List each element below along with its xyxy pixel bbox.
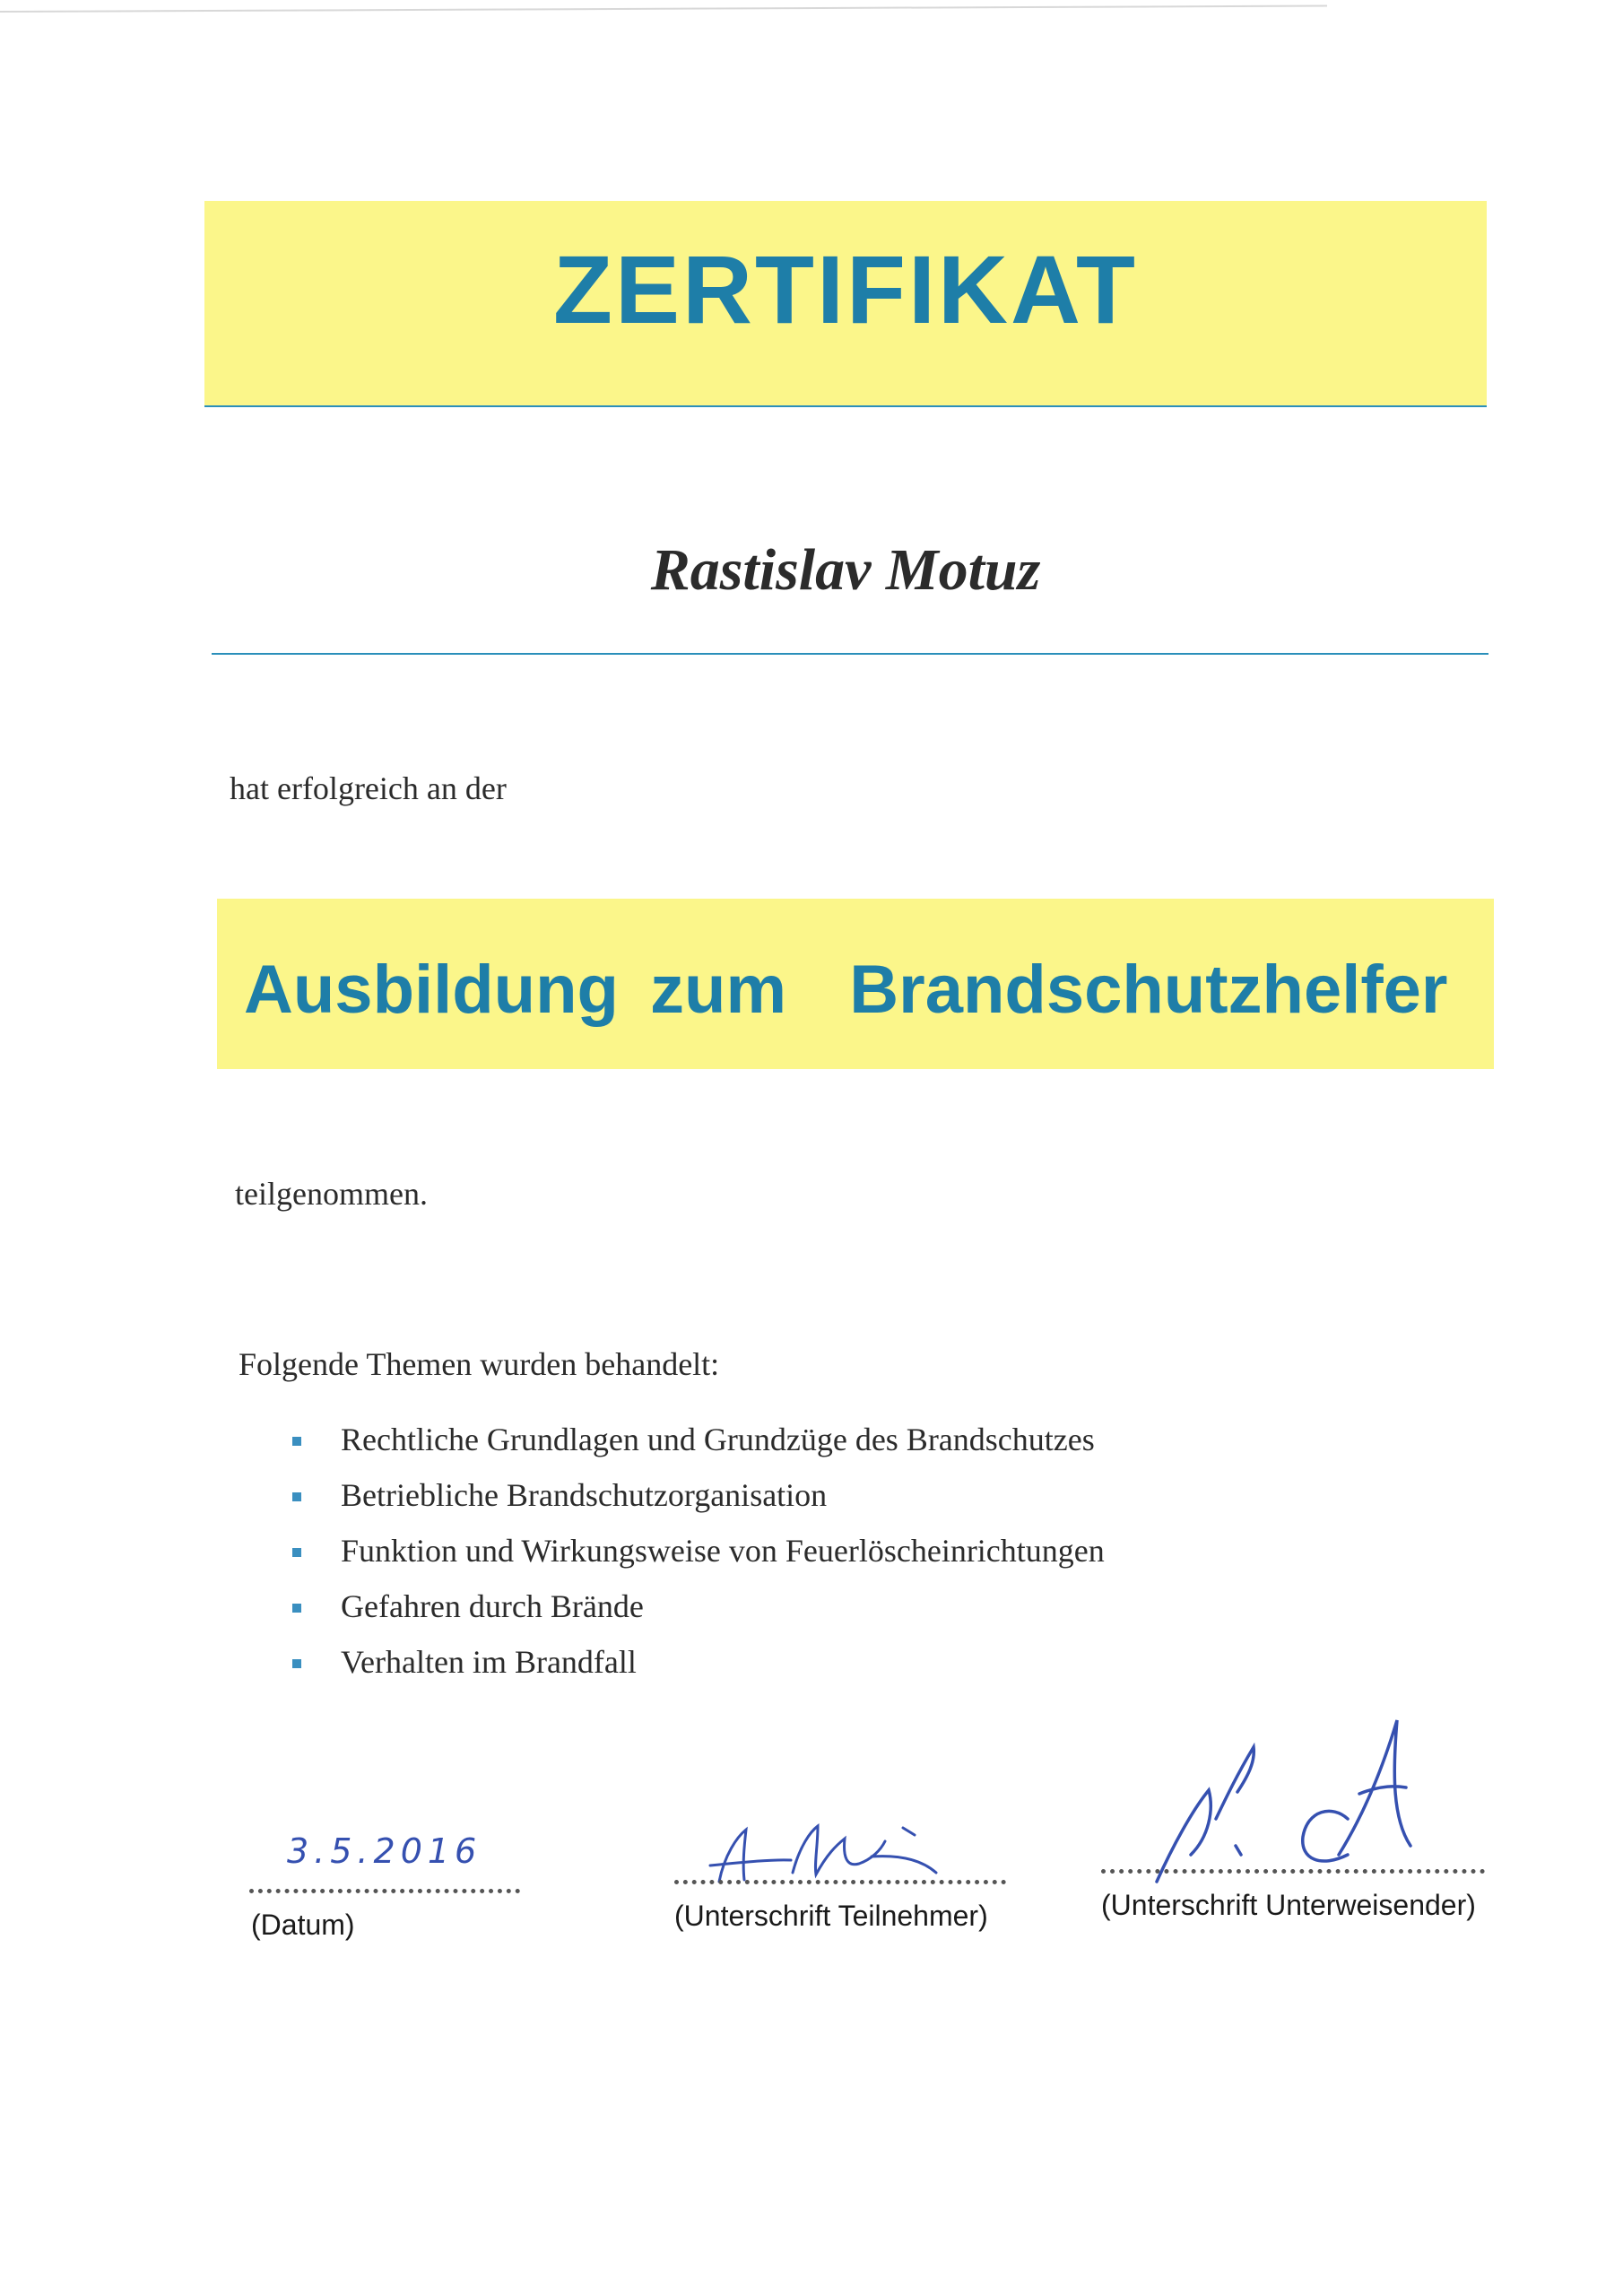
topics-heading: Folgende Themen wurden behandelt: xyxy=(239,1346,720,1382)
instructor-dotted-line xyxy=(1101,1869,1485,1874)
topic-item xyxy=(285,1587,1105,1643)
bullet-icon xyxy=(292,1492,301,1501)
instructor-signature-label: (Unterschrift Unterweisender) xyxy=(1101,1889,1476,1921)
topic-label: Gefahren durch Brände xyxy=(341,1588,644,1624)
topic-label: Verhalten im Brandfall xyxy=(341,1644,637,1680)
topic-item xyxy=(285,1421,1105,1476)
bullet-icon xyxy=(292,1604,301,1613)
title-divider xyxy=(204,405,1487,407)
participant-signature-icon xyxy=(692,1810,961,1891)
participant-dotted-line xyxy=(674,1880,1006,1884)
date-dotted-line xyxy=(249,1889,520,1893)
topic-item xyxy=(285,1476,1105,1532)
course-title: Ausbildung zum Brandschutzhelfer xyxy=(244,952,1448,1028)
date-value: 3.5.2016 xyxy=(287,1831,482,1871)
topic-label: Funktion und Wirkungsweise von Feuerlöscheinrichtungen xyxy=(341,1533,1105,1569)
topic-item xyxy=(285,1643,1105,1699)
bullet-icon xyxy=(292,1548,301,1557)
participant-name: Rastislav Motuz xyxy=(650,537,1041,603)
topic-label: Betriebliche Brandschutzorganisation xyxy=(341,1477,828,1513)
participant-signature-label: (Unterschrift Teilnehmer) xyxy=(674,1900,988,1932)
topic-label: Rechtliche Grundlagen und Grundzüge des Brandschutzes xyxy=(341,1422,1095,1457)
intro-text: hat erfolgreich an der xyxy=(230,770,507,806)
certificate-title: ZERTIFIKAT xyxy=(553,235,1138,344)
name-divider xyxy=(212,653,1488,655)
completion-text: teilgenommen. xyxy=(235,1176,428,1212)
scan-edge-line xyxy=(0,5,1327,13)
topic-item xyxy=(285,1532,1105,1587)
instructor-signature-icon xyxy=(1137,1711,1478,1887)
bullet-icon xyxy=(292,1659,301,1668)
topics-list xyxy=(285,1421,1105,1699)
date-label: (Datum) xyxy=(251,1909,355,1941)
bullet-icon xyxy=(292,1437,301,1446)
